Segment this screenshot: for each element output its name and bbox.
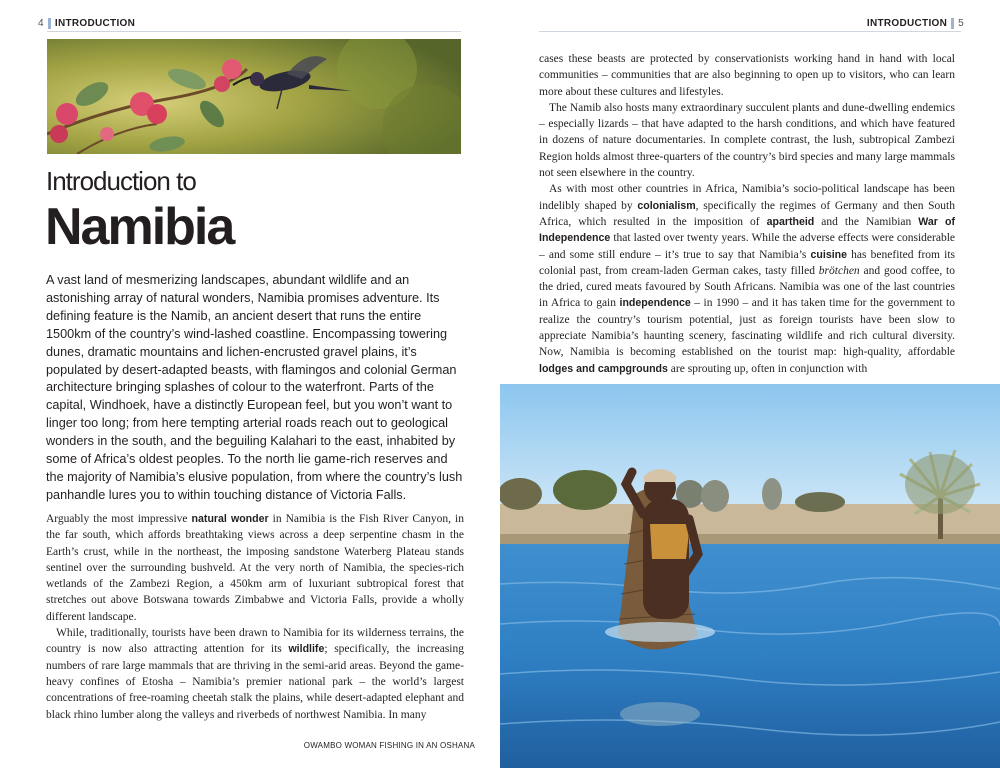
text-run: – in 1990 – and it has taken time for the government to realize the country’s tourism potential, just as foreign tourists have been slow to appreciate Namibia’s haunting scenery, fascinating wildlife and rich cultural diversity. Now, Namibia is becoming established on the tourist map: high-quality, affordable — [539, 297, 955, 359]
woman-fishing-photo — [500, 384, 1000, 768]
text-run: has benefited from its colonial past, from cream-laden German cakes, tasty filled — [539, 248, 955, 277]
highlight-war-of-independence: War of Independence — [539, 215, 955, 245]
running-head-title-right: INTRODUCTION — [866, 17, 948, 29]
highlight-apartheid: apartheid — [766, 215, 815, 228]
text-run: ; specifically, the increasing numbers of rare large mammals that are thriving in the semi-arid areas. Beyond the game-heavy confines of Etosha – Namibia’s premier national park – the world’s largest concentrations of free-roaming cheetah stalk the plains, while desert-adapted elephant and black rhino lumber along the valleys and riverbeds of northwest Namibia. In many — [46, 643, 464, 721]
highlight-natural-wonder: natural wonder — [191, 513, 269, 525]
text-run: As with most other countries in Africa, Namibia’s socio-political landscape has been indelibly shaped by — [539, 183, 955, 212]
body-paragraph — [539, 181, 955, 377]
body-paragraph: cases these beasts are protected by conservationists working hand in hand with local communities – communities that are also beginning to open up to visitors, who can learn more about these cultures and lifestyles. — [539, 53, 955, 98]
highlight-independence: independence — [619, 297, 691, 310]
highlight-lodges-campgrounds: lodges and campgrounds — [539, 362, 668, 375]
highlight-cuisine: cuisine — [810, 248, 848, 261]
text-run: that lasted over twenty years. While the adverse effects were considerable – and some still endure – it’s true to say that Namibia’s — [539, 232, 955, 261]
page-title-small: Introduction to — [46, 166, 196, 196]
highlight-colonialism: colonialism — [637, 199, 696, 212]
body-paragraph — [46, 625, 464, 723]
text-run: and the Namibian — [814, 215, 919, 228]
intro-lead-paragraph: A vast land of mesmerizing landscapes, abundant wildlife and an astonishing array of natural wonders, Namibia promises adventure. Its defining feature is the Namib, an ancient desert that runs the entire 1500km of the country’s wind-lashed coastline. Encompassing towering dunes, dramatic mountains and lichen-encrusted gravel plains, it’s populated by desert-adapted beasts, with flamingos and colonial German architecture bringing splashes of colour to the waterfront. Parts of the capital, Windhoek, have a distinctly European feel, but you won’t want to linger too long; from here tempting arterial roads reach out to geological wonders in the south, and the beguiling Kalahari to the east, inhabited by some of Africa’s oldest peoples. To the north lie game-rich reserves and the majority of Namibia’s elusive population, from where the country’s lush panhandle lures you to within touching distance of Victoria Falls. — [46, 273, 463, 502]
header-rule-right — [539, 31, 961, 32]
body-paragraph — [46, 511, 464, 625]
body-paragraph: The Namib also hosts many extraordinary succulent plants and dune-dwelling endemics – especially lizards – that have adapted to the harsh conditions, and which have featured in dozens of nature documentaries. In complete contrast, the lush, subtropical Zambezi Region holds almost three-quarters of the country’s bird species and many large mammals not seen elsewhere in the country. — [539, 101, 955, 180]
page-title: Namibia — [45, 198, 234, 256]
body-text-left — [46, 511, 464, 723]
page-number-right: 5 — [958, 17, 964, 29]
text-run: , specifically the regimes of Germany and then South Africa, which resulted in the imposition of — [539, 199, 955, 228]
highlight-wildlife: wildlife — [288, 643, 325, 656]
running-head-marker — [951, 18, 954, 29]
text-run: and good coffee, to the dried, cured meats favoured by South Africans. Namibia was one of the last countries in Africa to gain — [539, 264, 955, 310]
text-run: While, traditionally, tourists have been drawn to Namibia for its wilderness terrains, the country is now also attracting attention for its — [46, 627, 464, 656]
sunbird-flowers-photo — [47, 39, 461, 154]
italic-brotchen: brötchen — [818, 264, 860, 277]
body-text-right — [539, 51, 955, 377]
running-head-marker — [48, 18, 51, 29]
running-head-left — [38, 16, 135, 30]
right-page — [500, 0, 1000, 768]
header-rule-left — [47, 31, 461, 32]
photo-caption: OWAMBO WOMAN FISHING IN AN OSHANA — [303, 741, 475, 750]
text-run: in Namibia is the Fish River Canyon, in the far south, which affords breathtaking views across a deep serpentine chasm in the Earth’s crust, while in the northeast, the imposing sandstone Waterberg Plateau stands sentinel over the surrounding bushveld. At the very north of Namibia, the species-rich wetlands of the Zambezi Region, a 450km arm of luxuriant subtropical forest that stretches out above Botswana towards Zimbabwe and Victoria Falls, provide a wholly different landscape. — [46, 513, 464, 623]
page-number-left: 4 — [38, 17, 44, 29]
running-head-title-left: INTRODUCTION — [54, 17, 136, 29]
text-run: Arguably the most impressive — [46, 513, 192, 525]
sunbird-illustration — [47, 39, 461, 154]
woman-fishing-illustration — [500, 384, 1000, 768]
running-head-right — [867, 16, 964, 30]
text-run: are sprouting up, often in conjunction with — [667, 362, 868, 375]
